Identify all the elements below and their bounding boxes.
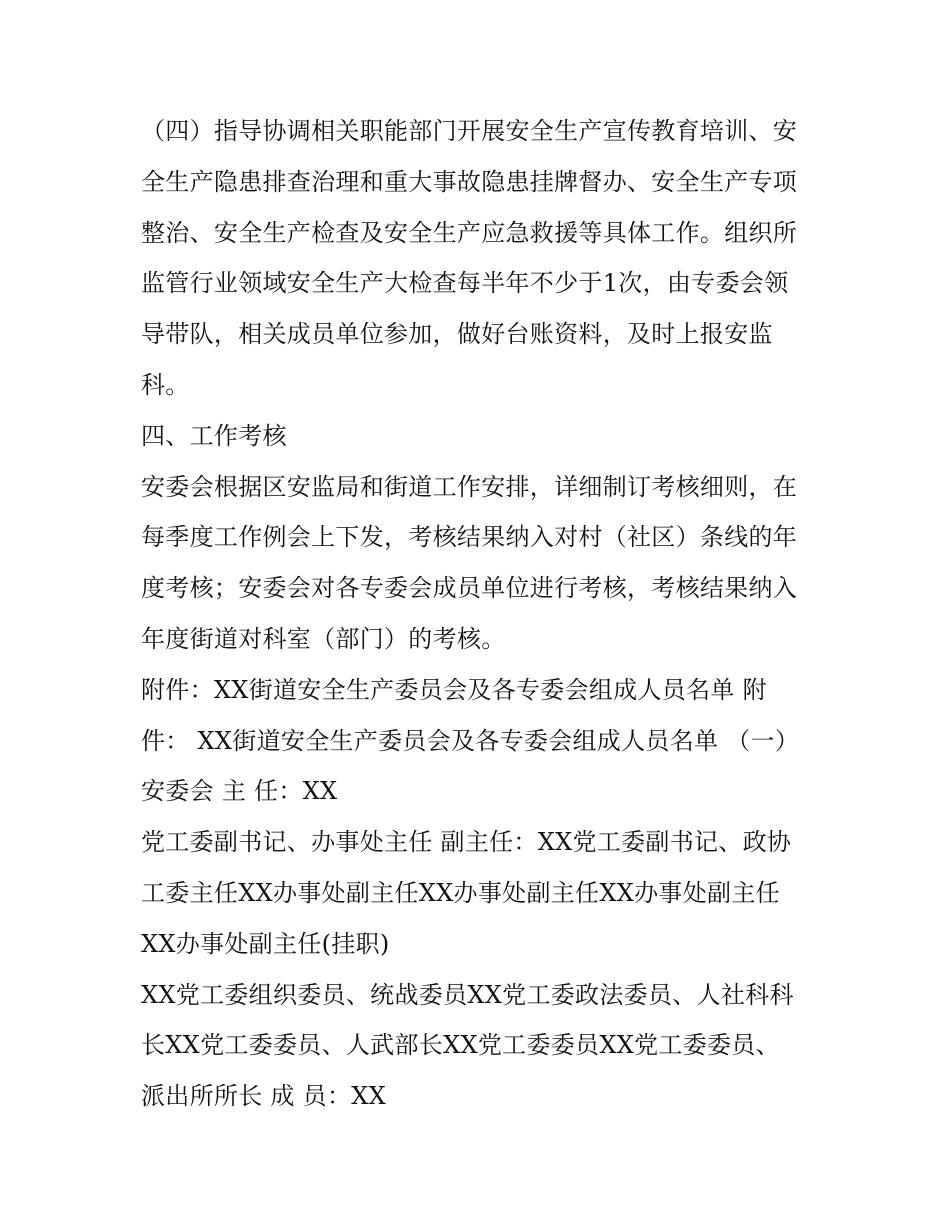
text-line: 长XX党工委委员、人武部长XX党工委委员XX党工委委员、 bbox=[141, 1031, 780, 1060]
text-line: 年度街道对科室（部门）的考核。 bbox=[141, 624, 506, 653]
text-line: 导带队，相关成员单位参加，做好台账资料，及时上报安监 bbox=[141, 320, 773, 349]
text-line: 监管行业领域安全生产大检查每半年不少于1次，由专委会领 bbox=[141, 269, 789, 298]
attachment-line: 件： XX街道安全生产委员会及各专委会组成人员名单 （一） bbox=[141, 726, 800, 755]
text-line: 每季度工作例会上下发，考核结果纳入对村（社区）条线的年 bbox=[141, 523, 798, 552]
text-line: 安委会 主 任：XX bbox=[141, 777, 338, 806]
text-line: XX办事处副主任(挂职) bbox=[141, 929, 390, 958]
text-line: XX党工委组织委员、统战委员XX党工委政法委员、人社科科 bbox=[141, 980, 794, 1009]
attachment-line: 附件：XX街道安全生产委员会及各专委会组成人员名单 附 bbox=[141, 675, 767, 704]
text-line: 度考核；安委会对各专委会成员单位进行考核，考核结果纳入 bbox=[141, 574, 798, 603]
text-line: 派出所所长 成 员：XX bbox=[141, 1082, 387, 1111]
section-heading: 四、工作考核 bbox=[141, 421, 287, 450]
text-line: 科。 bbox=[141, 370, 190, 399]
text-line: 全生产隐患排查治理和重大事故隐患挂牌督办、安全生产专项 bbox=[141, 167, 798, 196]
text-line: 安委会根据区安监局和街道工作安排，详细制订考核细则，在 bbox=[141, 472, 798, 501]
text-line: （四）指导协调相关职能部门开展安全生产宣传教育培训、安 bbox=[141, 117, 798, 145]
text-line: 工委主任XX办事处副主任XX办事处副主任XX办事处副主任 bbox=[141, 878, 780, 907]
document-body bbox=[141, 106, 821, 1122]
text-line: 党工委副书记、办事处主任 副主任：XX党工委副书记、政协 bbox=[141, 828, 792, 857]
text-line: 整治、安全生产检查及安全生产应急救援等具体工作。组织所 bbox=[141, 218, 798, 247]
